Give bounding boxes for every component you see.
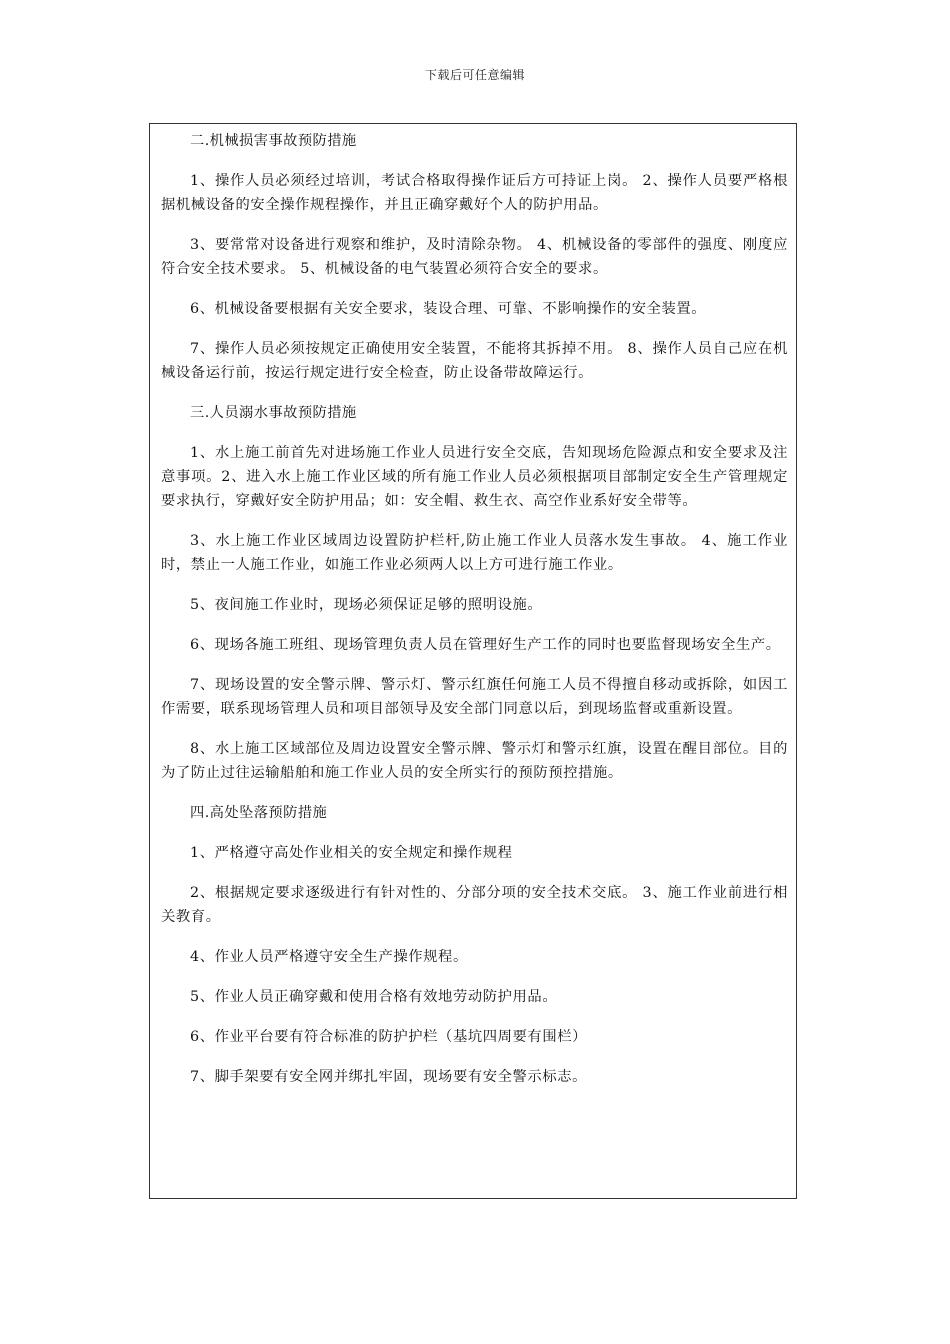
page-header: 下载后可任意编辑 [424, 68, 525, 82]
paragraph: 6、作业平台要有符合标准的防护护栏（基坑四周要有围栏） [190, 1029, 588, 1045]
paragraph: 5、夜间施工作业时，现场必须保证足够的照明设施。 [190, 597, 543, 613]
paragraph: 3、水上施工作业区域周边设置防护栏杆,防止施工作业人员落水发生事故。 4、施工作业时，禁止一人施工作业，如施工作业必须两人以上方可进行施工作业。 [161, 533, 788, 573]
paragraph: 2、根据规定要求逐级进行有针对性的、分部分项的安全技术交底。 3、施工作业前进行相关教育。 [161, 885, 788, 925]
paragraph: 1、操作人员必须经过培训，考试合格取得操作证后方可持证上岗。 2、操作人员要严格根据机械设备的安全操作规程操作，并且正确穿戴好个人的防护用品。 [161, 173, 788, 213]
paragraph: 7、操作人员必须按规定正确使用安全装置，不能将其拆掉不用。 8、操作人员自己应在机械设备运行前，按运行规定进行安全检查，防止设备带故障运行。 [161, 341, 788, 381]
paragraph: 7、现场设置的安全警示牌、警示灯、警示红旗任何施工人员不得擅自移动或拆除，如因工作需要，联系现场管理人员和项目部领导及安全部门同意以后，到现场监督或重新设置。 [161, 677, 788, 717]
paragraph: 6、现场各施工班组、现场管理负责人员在管理好生产工作的同时也要监督现场安全生产。 [190, 637, 781, 653]
paragraph: 7、脚手架要有安全网并绑扎牢固，现场要有安全警示标志。 [190, 1069, 588, 1085]
section-heading-drowning: 三.人员溺水事故预防措施 [190, 405, 357, 421]
paragraph: 3、要常常对设备进行观察和维护，及时清除杂物。 4、机械设备的零部件的强度、刚度应符合安全技术要求。 5、机械设备的电气装置必须符合安全的要求。 [161, 237, 788, 277]
paragraph: 8、水上施工区域部位及周边设置安全警示牌、警示灯和警示红旗，设置在醒目部位。目的为了防止过往运输船舶和施工作业人员的安全所实行的预防预控措施。 [161, 741, 788, 781]
paragraph: 4、作业人员严格遵守安全生产操作规程。 [190, 949, 468, 965]
paragraph: 6、机械设备要根据有关安全要求，装设合理、可靠、不影响操作的安全装置。 [190, 301, 707, 317]
document-body [149, 123, 797, 1199]
section-heading-mechanical: 二.机械损害事故预防措施 [190, 133, 357, 149]
paragraph: 1、严格遵守高处作业相关的安全规定和操作规程 [190, 845, 513, 861]
section-heading-fall: 四.高处坠落预防措施 [190, 805, 328, 821]
paragraph: 5、作业人员正确穿戴和使用合格有效地劳动防护用品。 [190, 989, 558, 1005]
paragraph: 1、水上施工前首先对进场施工作业人员进行安全交底，告知现场危险源点和安全要求及注意事项。2、进入水上施工作业区域的所有施工作业人员必须根据项目部制定安全生产管理规定要求执行，穿戴好安全防护用品；如：安全帽、救生衣、高空作业系好安全带等。 [161, 445, 788, 509]
